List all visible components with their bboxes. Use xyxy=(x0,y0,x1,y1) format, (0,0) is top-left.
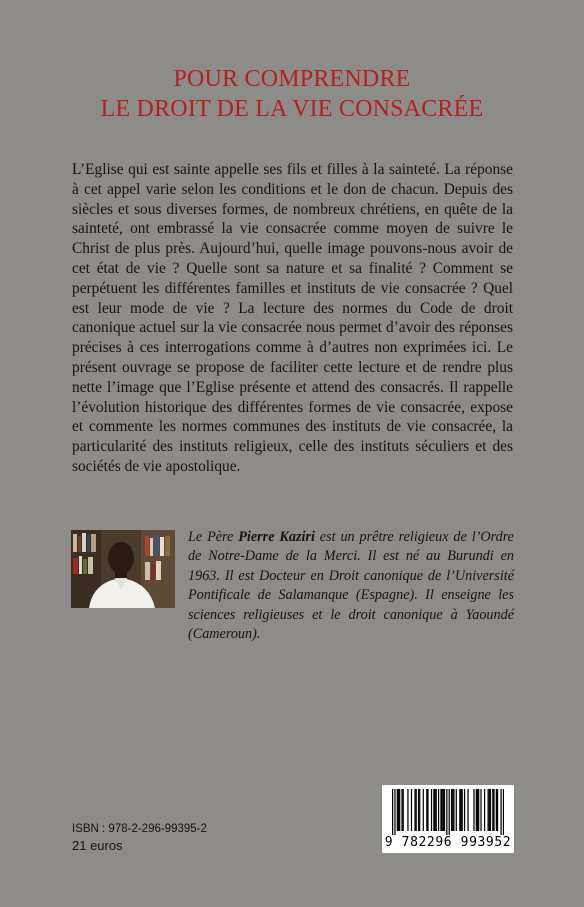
barcode-bar xyxy=(392,789,393,835)
isbn-label: ISBN : 978-2-296-99395-2 xyxy=(72,823,207,835)
barcode-bar xyxy=(462,789,463,831)
bio-prefix: Le Père xyxy=(188,529,239,545)
barcode-bar xyxy=(456,789,457,831)
barcode-bar xyxy=(436,789,437,831)
barcode-bar xyxy=(478,789,479,831)
barcode-bar xyxy=(411,789,412,831)
barcode-bar xyxy=(401,789,402,831)
barcode-bar xyxy=(438,789,439,831)
barcode-bar xyxy=(434,789,435,831)
barcode-bar xyxy=(407,789,408,831)
title-line-2: LE DROIT DE LA VIE CONSACRÉE xyxy=(100,96,484,122)
barcode-bar xyxy=(403,789,404,831)
barcode-bar xyxy=(490,789,491,831)
barcode-bar xyxy=(416,789,417,831)
barcode-bar xyxy=(480,789,481,831)
barcode-bars xyxy=(392,789,504,835)
price-label: 21 euros xyxy=(72,838,123,853)
book-title xyxy=(0,64,584,124)
barcode-bar xyxy=(453,789,454,831)
barcode-bar xyxy=(484,789,485,831)
barcode-bar xyxy=(443,789,444,831)
barcode-bar xyxy=(492,789,493,831)
barcode-bar xyxy=(394,789,395,835)
barcode-bar xyxy=(496,789,497,831)
barcode-bar xyxy=(444,789,445,831)
barcode-bar xyxy=(487,789,488,831)
barcode-bar xyxy=(423,789,424,831)
barcode-bar xyxy=(459,789,460,831)
barcode-bar xyxy=(503,789,504,835)
barcode-bar xyxy=(500,789,501,835)
barcode-bar xyxy=(397,789,398,831)
barcode-bar xyxy=(433,789,434,831)
author-photo xyxy=(71,530,175,608)
barcode xyxy=(382,785,514,853)
barcode-bar xyxy=(493,789,494,831)
barcode-bar xyxy=(473,789,474,831)
back-cover-blurb: L’Eglise qui est sainte appelle ses fils et filles à la sainteté. La réponse à cet appel varie selon les conditions et le don de chacun. Depuis des siècles et sous diverses formes, de nombreux chrétiens, en quête de la sainteté, ont embrassé la vie consacrée comme moyen de suivre le Christ de plus près. Aujourd’hui, quelle image pouvons-nous avoir de cet état de vie ? Quelle sont sa nature et sa finalité ? Comment se perpétuent les différentes familles et instituts de vie consacrée ? Quel est leur mode de vie ? La lecture des normes du Code de droit canonique actuel sur la vie consacrée nous permet d’avoir des réponses précises à ces interrogations comme à d’autres non exprimées ici. Le présent ouvrage se propose de faciliter cette lecture et de rendre plus nette l’image que l’Eglise présente et attend des consacrés. Il rappelle l’évolution historique des différentes formes de vie consacrée, expose et commente les normes communes des instituts de vie consacrée, la particularité des instituts religieux, celle des instituts séculiers et des sociétés de vie apostolique. xyxy=(72,161,513,475)
barcode-bar xyxy=(477,789,478,831)
barcode-bar xyxy=(419,789,420,831)
author-portrait-image xyxy=(71,530,175,608)
title-line-1: POUR COMPRENDRE xyxy=(173,66,411,92)
barcode-bar xyxy=(398,789,399,831)
barcode-bar xyxy=(460,789,461,831)
barcode-bar xyxy=(426,789,427,831)
barcode-bar xyxy=(440,789,441,831)
barcode-bar xyxy=(464,789,465,831)
barcode-bar xyxy=(418,789,419,831)
bio-text: est un prêtre religieux de l’Ordre de Notre-Dame de la Merci. Il est né au Burundi en 1963. Il est Docteur en Droit canonique de l’Université Pontificale de Salamanque (Espagne). Il enseigne les sciences religieuses et le droit canonique à Yaoundé (Cameroun). xyxy=(188,529,514,643)
barcode-bar xyxy=(489,789,490,831)
barcode-bar xyxy=(449,789,450,835)
barcode-bar xyxy=(476,789,477,831)
barcode-bar xyxy=(467,789,468,831)
barcode-digits: 9 782296 993952 xyxy=(384,835,512,850)
barcode-bar xyxy=(414,789,415,831)
author-bio xyxy=(188,528,514,644)
barcode-bar xyxy=(442,789,443,831)
barcode-bar xyxy=(446,789,447,835)
barcode-bar xyxy=(431,789,432,831)
barcode-bar xyxy=(452,789,453,831)
barcode-bar xyxy=(497,789,498,831)
author-name: Pierre Kaziri xyxy=(238,529,315,545)
barcode-bar xyxy=(451,789,452,831)
barcode-bar xyxy=(427,789,428,831)
barcode-bar xyxy=(399,789,400,831)
